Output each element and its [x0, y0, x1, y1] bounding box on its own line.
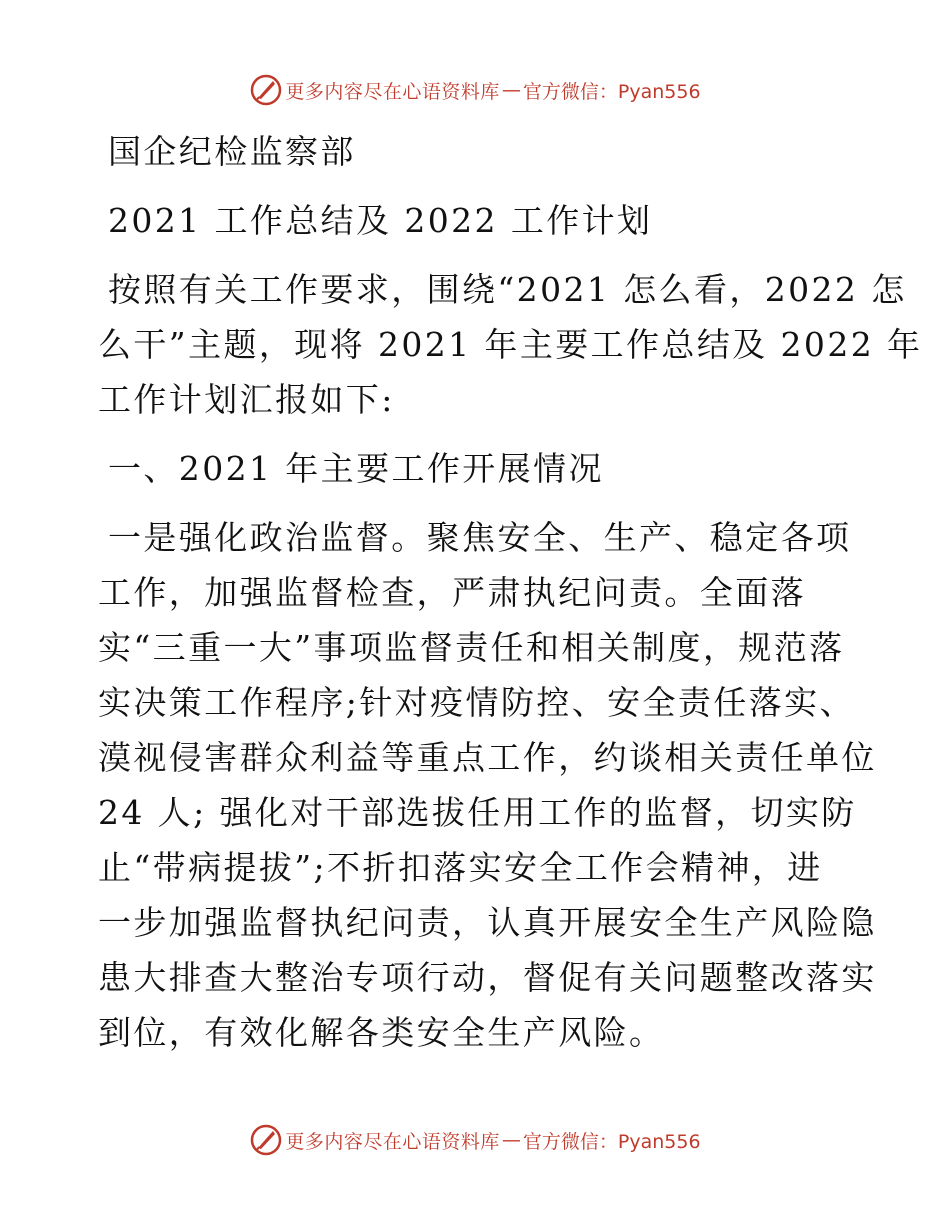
para-line-10: 到位，有效化解各类安全生产风险。	[98, 1013, 665, 1052]
section-heading: 一、2021 年主要工作开展情况	[108, 449, 604, 488]
para-line-9: 患大排查大整治专项行动，督促有关问题整改落实	[98, 958, 877, 997]
watermark-brand: 更多内容尽在心语资料库	[285, 1130, 500, 1153]
intro-line-3: 工作计划汇报如下:	[98, 380, 395, 419]
document-body	[98, 120, 923, 1060]
org-title: 国企纪检监察部	[108, 132, 356, 171]
watermark-brand: 更多内容尽在心语资料库	[285, 80, 500, 103]
intro-line-2: 么干”主题，现将 2021 年主要工作总结及 2022 年	[98, 325, 923, 364]
para-line-4: 实决策工作程序;针对疫情防控、安全责任落实、	[98, 683, 855, 722]
intro-line-1: 按照有关工作要求，围绕“2021 怎么看，2022 怎	[108, 270, 907, 309]
watermark-footer	[0, 1120, 950, 1160]
para-line-1: 一是强化政治监督。聚焦安全、生产、稳定各项	[108, 518, 852, 557]
para-line-3: 实“三重一大”事项监督责任和相关制度，规范落	[98, 628, 845, 667]
watermark-header	[0, 70, 950, 110]
quill-logo-icon	[249, 1123, 283, 1157]
para-line-8: 一步加强监督执纪问责，认真开展安全生产风险隐	[98, 903, 877, 942]
para-line-5: 漠视侵害群众利益等重点工作，约谈相关责任单位	[98, 738, 877, 777]
para-line-6: 24 人; 强化对干部选拔任用工作的监督，切实防	[98, 793, 857, 832]
doc-title: 2021 工作总结及 2022 工作计划	[108, 201, 653, 240]
watermark-contact: 官方微信：Pyan556	[522, 80, 701, 103]
watermark-contact: 官方微信：Pyan556	[522, 1130, 701, 1153]
para-line-2: 工作，加强监督检查，严肃执纪问责。全面落	[98, 573, 806, 612]
quill-logo-icon	[249, 73, 283, 107]
para-line-7: 止“带病提拔”;不折扣落实安全工作会精神，进	[98, 848, 823, 887]
watermark-dash: —	[501, 79, 521, 101]
watermark-dash: —	[501, 1129, 521, 1151]
